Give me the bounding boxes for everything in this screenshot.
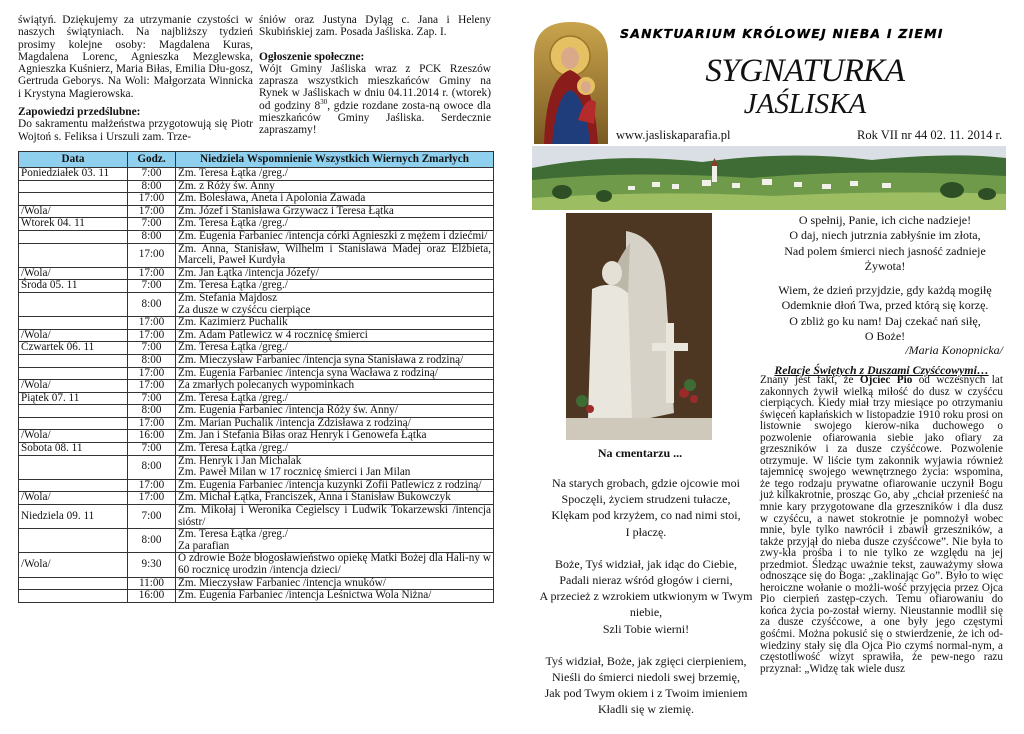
row-date [19,292,128,316]
row-date: Poniedziałek 03. 11 [19,168,128,181]
row-date [19,180,128,193]
table-row [19,193,494,206]
row-date [19,317,128,330]
row-time: 7:00 [128,218,176,231]
row-intention: Zm. Mieczysław Farbaniec /intencja syna Stanisława z rodziną/ [176,354,494,367]
table-row [19,479,494,492]
banns-heading: Zapowiedzi przedślubne: [18,106,141,119]
row-intention: Zm. Mieczysław Farbaniec /intencja wnuków/ [176,577,494,590]
row-time: 7:00 [128,342,176,355]
sanctuary-banner: SANKTUARIUM KRÓLOWEJ NIEBA I ZIEMI [620,26,944,41]
cemetery-stanza-3: Tyś widział, Boże, jak zgięci cierpieniem, Nieśli do śmierci niedoli swej brzemię, Jak pod Twym okiem i z Twoim imieniem Kładli się w ziemię. [544,653,748,717]
row-intention: Zm. Eugenia Farbaniec /intencja Róży św. Anny/ [176,405,494,418]
cemetery-angel-photo [566,213,712,440]
row-time: 17:00 [128,329,176,342]
row-date [19,577,128,590]
row-time: 8:00 [128,180,176,193]
newsletter-subtitle: JAŚLISKA [743,88,867,120]
row-date [19,354,128,367]
row-date: /Wola/ [19,430,128,443]
table-row [19,505,494,529]
row-date: Wtorek 04. 11 [19,218,128,231]
row-date [19,193,128,206]
table-row [19,430,494,443]
newsletter-title: SYGNATURKA [705,53,905,89]
table-row [19,553,494,577]
table-row [19,267,494,280]
row-date: /Wola/ [19,380,128,393]
village-panorama-photo [532,146,1006,210]
row-time: 8:00 [128,292,176,316]
table-row [19,205,494,218]
row-date [19,417,128,430]
cemetery-stanza-2: Boże, Tyś widział, jak idąc do Ciebie, Padali nieraz wśród głogów i cierni, A przecież z wzrokiem utkwionym w Twym niebie, Szli Tobie wierni! [539,556,753,636]
table-row [19,230,494,243]
table-row [19,443,494,456]
social-notice-heading: Ogłoszenie społeczne: [259,50,365,63]
row-date [19,230,128,243]
cleaning-announcement: świątyń. Dziękujemy za utrzymanie czystości w naszych świątyniach. Na najbliższy tydzień prosimy kolejne osoby: Magdalena Kuras, Magdalena Lorenc, Agnieszka Mezglewska, Agnieszka Kuśnierz, Maria Biłas, Emilia Dłu-gosz, Gertruda Geborys. Na Woli: Małgorzata Winnicka i Krystyna Magierowska. [18,14,253,100]
row-time: 17:00 [128,267,176,280]
row-intention: Zm. Eugenia Farbaniec /intencja Leśnictwa Wola Niżna/ [176,590,494,603]
mass-schedule-table [18,151,494,603]
row-intention: Zm. Teresa Łątka /greg./ [176,218,494,231]
row-intention: Zm. Józef i Stanisława Grzywacz i Teresa Łątka [176,205,494,218]
row-intention: Zm. Teresa Łątka /greg./ Za parafian [176,529,494,553]
row-intention: Zm. Eugenia Farbaniec /intencja córki Agnieszki z mężem i dziećmi/ [176,230,494,243]
schedule-header-row [19,152,494,168]
row-intention: Zm. Stefania Majdosz Za dusze w czyśćcu cierpiące [176,292,494,316]
row-time: 16:00 [128,430,176,443]
row-time: 17:00 [128,380,176,393]
article-title: Relacje Świętych z Duszami Czyśćcowymi… [774,363,989,377]
row-date: /Wola/ [19,267,128,280]
table-row [19,367,494,380]
row-intention: O zdrowie Boże błogosławieństwo opiekę Matki Bożej dla Hali-ny w 60 rocznicę urodzin /intencja dzieci/ [176,553,494,577]
poem-stanza-2 [760,283,1010,345]
row-intention: Zm. Teresa Łątka /greg./ [176,443,494,456]
row-intention: Zm. Mikołaj i Weronika Cegielscy i Ludwik Tokarzewski /intencja sióstr/ [176,505,494,529]
row-time: 8:00 [128,405,176,418]
table-row [19,354,494,367]
table-row [19,492,494,505]
poem-line: O spełnij, Panie, ich ciche nadzieje! [798,213,972,227]
row-time: 7:00 [128,443,176,456]
row-intention: Zm. Jan Łątka /intencja Józefy/ [176,267,494,280]
row-date: /Wola/ [19,205,128,218]
row-time: 17:00 [128,193,176,206]
row-date: Sobota 08. 11 [19,443,128,456]
row-time: 9:30 [128,553,176,577]
row-intention: Zm. Anna, Stanisław, Wilhelm i Stanisława Madej oraz Elżbieta, Marceli, Paweł Kurdyła [176,243,494,267]
cemetery-stanza-1: Na starych grobach, gdzie ojcowie moi Spoczęli, życiem strudzeni tułacze, Klękam pod krzyżem, co nad nimi stoi, I płaczę. [551,476,741,539]
row-time: 8:00 [128,455,176,479]
row-time: 8:00 [128,230,176,243]
poem-stanza-1 [760,213,1010,275]
row-time: 16:00 [128,590,176,603]
poem-line: O daj, niech jutrznia zabłyśnie im złota, [789,228,981,243]
table-row [19,317,494,330]
parish-url: www.jasliskaparafia.pl [616,128,731,142]
row-time: 7:00 [128,505,176,529]
row-time: 11:00 [128,577,176,590]
row-intention: Zm. Kazimierz Puchalik [176,317,494,330]
row-date: Czwartek 06. 11 [19,342,128,355]
left-column-1 [18,14,253,143]
row-date: Piątek 07. 11 [19,392,128,405]
poem-line: O Boże! [864,329,906,344]
row-time: 17:00 [128,205,176,218]
row-time: 17:00 [128,367,176,380]
row-intention: Zm. Teresa Łątka /greg./ [176,168,494,181]
row-date: Niedziela 09. 11 [19,505,128,529]
row-date [19,479,128,492]
table-row [19,590,494,603]
row-intention: Zm. Eugenia Farbaniec /intencja syna Wacława z rodziną/ [176,367,494,380]
row-intention: Zm. Teresa Łątka /greg./ [176,342,494,355]
table-row [19,218,494,231]
table-row [19,342,494,355]
row-time: 7:00 [128,392,176,405]
table-row [19,380,494,393]
row-time: 17:00 [128,317,176,330]
row-date [19,367,128,380]
table-row [19,577,494,590]
row-date: /Wola/ [19,492,128,505]
poem-line: Nad polem śmierci niech jasność zadnieje [784,243,986,258]
row-intention: Zm. z Róży św. Anny [176,180,494,193]
row-time: 8:00 [128,354,176,367]
row-time: 17:00 [128,479,176,492]
row-intention: Zm. Teresa Łątka /greg./ [176,392,494,405]
table-row [19,529,494,553]
table-row [19,180,494,193]
banns-text: Do sakramentu małżeństwa przygotowują się Piotr Wojtoń s. Feliksa i Urszuli zam. Trze- [18,118,253,143]
row-date [19,405,128,418]
table-row [19,243,494,267]
poem-line: Żywota! [864,259,906,274]
row-time: 7:00 [128,280,176,293]
table-row [19,417,494,430]
row-intention: Zm. Bolesława, Aneta i Apolonia Zawada [176,193,494,206]
header-intention: Niedziela Wspomnienie Wszystkich Wiernych Zmarłych [176,152,494,168]
poem-signature: /Maria Konopnicka/ [905,343,1003,357]
poem-line: Odemknie dłoń Twa, przed którą się korzę. [781,298,989,313]
madonna-icon [530,20,612,144]
header-time: Godz. [128,152,176,168]
issue-number: Rok VII nr 44 02. 11. 2014 r. [857,128,1003,142]
table-row [19,405,494,418]
row-time: 8:00 [128,529,176,553]
poem-line: Wiem, że dzień przyjdzie, gdy każdą mogiłę [778,283,992,297]
table-row [19,292,494,316]
row-time: 7:00 [128,168,176,181]
row-date [19,529,128,553]
row-intention: Zm. Henryk i Jan Michalak Zm. Paweł Milan w 17 rocznicę śmierci i Jan Milan [176,455,494,479]
row-intention: Zm. Adam Patlewicz w 4 rocznicę śmierci [176,329,494,342]
left-column-2 [259,14,491,137]
article-body: Znany jest fakt, że Ojciec Pio od wczesnych lat zakonnych żywił wielką miłość do dusz w czyśćcu cierpiących. Kiedy miał trzy miesiące po otrzymaniu święceń kapłańskich w listopadzie 1910 roku prosi on listownie swojego kierow-nika duchowego o pozwolenie ofiarowania siebie jako ofiary za grzeszników i za dusze czyśćcowe. Pozwolenie otrzymuje. W liście tym zakonnik wyjawia również tajemnicę swojego wewnętrznego życia: wspomina, że tego rodzaju prywatne ofiarowanie uczynił Bogu już kilkakrotnie, prosząc Go, aby „chciał przenieść na mnie kary przygotowane dla grzeszników i dla dusz w czyśćcu, a nawet stokrotnie je pomnożył wobec mnie, byle tylko nawrócił i zbawił grzeszników, a także przyjął do nieba dusze czyśćcowe”. Nie była to zwy-kła prośba i to nie tylko ze względu na jej przedmiot. Śledząc uważnie tekst, zauważymy słowa odnoszące się do Boga: „zaklinając Go”. Było to więc heroiczne wołanie o możli-wość przyjęcia przez Ojca Pio cierpień zastęp-czych. Temu ofiarowaniu do końca życia po-został wierny. Nieustannie modlił się za dusze czyśćcowe, a one były jego częstymi gośćmi. Można pokusić się o stwierdzenie, że ich od-wiedziny stały się dla Ojca Pio czymś normal-nym, a częstotliwość wizyt sprawiła, że pew-nego razu przyznał: „Widzę tak wiele dusz [760,374,1003,675]
row-date: Środa 05. 11 [19,280,128,293]
row-intention: Zm. Teresa Łątka /greg./ [176,280,494,293]
poem-line: O zbliż go ku nam! Daj czekać nań siłę, [789,313,981,328]
row-date: /Wola/ [19,329,128,342]
header-date: Data [19,152,128,168]
cemetery-poem-title: Na cmentarzu ... [597,446,683,460]
social-notice-text: Wójt Gminy Jaśliska wraz z PCK Rzeszów zaprasza wszystkich mieszkańców Gminy na Rynek w Jaśliskach w dniu 04.11.2014 r. (wtorek) od godziny $8^{30}$, gdzie rozdane zosta-ną owoce dla mieszkańców Gminy Jaśliska. Serdecznie zapraszamy! [259,62,491,137]
row-date [19,243,128,267]
row-date [19,455,128,479]
table-row [19,280,494,293]
table-row [19,329,494,342]
row-time: 17:00 [128,417,176,430]
row-intention: Zm. Marian Puchalik /intencja Zdzisława z rodziną/ [176,417,494,430]
table-row [19,392,494,405]
row-time: 17:00 [128,243,176,267]
row-intention: Zm. Jan i Stefania Biłas oraz Henryk i Genowefa Łątka [176,430,494,443]
cemetery-poem [530,475,762,734]
row-intention: Za zmarłych polecanych wypominkach [176,380,494,393]
row-date: /Wola/ [19,553,128,577]
row-intention: Zm. Michał Łątka, Franciszek, Anna i Stanisław Bukowczyk [176,492,494,505]
row-intention: Zm. Eugenia Farbaniec /intencja kuzynki Zofii Patlewicz z rodziną/ [176,479,494,492]
table-row [19,455,494,479]
banns-continued: śniów oraz Justyna Dyląg c. Jana i Heleny Skubińskiej zam. Posada Jaśliska. Zap. I. [259,14,491,39]
row-date [19,590,128,603]
row-time: 17:00 [128,492,176,505]
table-row [19,168,494,181]
